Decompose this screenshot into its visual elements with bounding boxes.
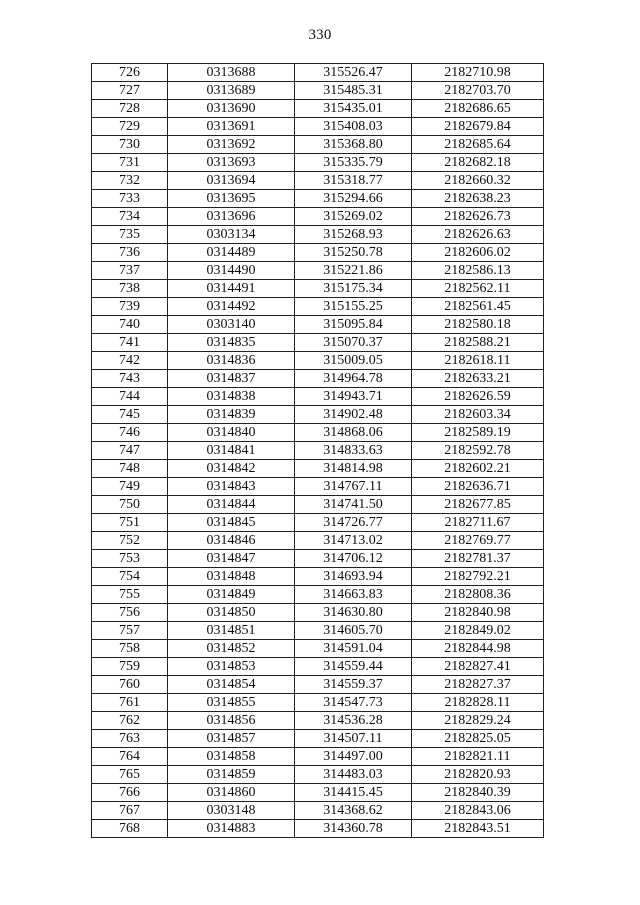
table-row xyxy=(92,424,544,442)
point-id-cell: 0314855 xyxy=(168,694,295,712)
row-number-cell: 730 xyxy=(92,136,168,154)
row-number-cell: 761 xyxy=(92,694,168,712)
x-coordinate-cell: 314726.77 xyxy=(295,514,412,532)
table-row xyxy=(92,190,544,208)
y-coordinate-cell: 2182711.67 xyxy=(412,514,544,532)
point-id-cell: 0314851 xyxy=(168,622,295,640)
y-coordinate-cell: 2182685.64 xyxy=(412,136,544,154)
y-coordinate-cell: 2182626.73 xyxy=(412,208,544,226)
point-id-cell: 0314850 xyxy=(168,604,295,622)
row-number-cell: 741 xyxy=(92,334,168,352)
point-id-cell: 0314853 xyxy=(168,658,295,676)
point-id-cell: 0314846 xyxy=(168,532,295,550)
y-coordinate-cell: 2182792.21 xyxy=(412,568,544,586)
point-id-cell: 0313696 xyxy=(168,208,295,226)
y-coordinate-cell: 2182589.19 xyxy=(412,424,544,442)
y-coordinate-cell: 2182781.37 xyxy=(412,550,544,568)
y-coordinate-cell: 2182677.85 xyxy=(412,496,544,514)
x-coordinate-cell: 315269.02 xyxy=(295,208,412,226)
table-row xyxy=(92,118,544,136)
row-number-cell: 752 xyxy=(92,532,168,550)
table-row xyxy=(92,640,544,658)
point-id-cell: 0313692 xyxy=(168,136,295,154)
row-number-cell: 739 xyxy=(92,298,168,316)
x-coordinate-cell: 314713.02 xyxy=(295,532,412,550)
y-coordinate-cell: 2182686.65 xyxy=(412,100,544,118)
x-coordinate-cell: 314663.83 xyxy=(295,586,412,604)
point-id-cell: 0314849 xyxy=(168,586,295,604)
y-coordinate-cell: 2182626.63 xyxy=(412,226,544,244)
coordinates-table xyxy=(91,63,544,838)
point-id-cell: 0314858 xyxy=(168,748,295,766)
row-number-cell: 740 xyxy=(92,316,168,334)
row-number-cell: 747 xyxy=(92,442,168,460)
x-coordinate-cell: 315368.80 xyxy=(295,136,412,154)
table-row xyxy=(92,694,544,712)
row-number-cell: 748 xyxy=(92,460,168,478)
table-row xyxy=(92,208,544,226)
y-coordinate-cell: 2182626.59 xyxy=(412,388,544,406)
x-coordinate-cell: 315268.93 xyxy=(295,226,412,244)
x-coordinate-cell: 315155.25 xyxy=(295,298,412,316)
row-number-cell: 729 xyxy=(92,118,168,136)
table-row xyxy=(92,298,544,316)
x-coordinate-cell: 314547.73 xyxy=(295,694,412,712)
x-coordinate-cell: 315526.47 xyxy=(295,64,412,82)
x-coordinate-cell: 314360.78 xyxy=(295,820,412,838)
x-coordinate-cell: 315485.31 xyxy=(295,82,412,100)
y-coordinate-cell: 2182638.23 xyxy=(412,190,544,208)
x-coordinate-cell: 315095.84 xyxy=(295,316,412,334)
row-number-cell: 732 xyxy=(92,172,168,190)
y-coordinate-cell: 2182580.18 xyxy=(412,316,544,334)
x-coordinate-cell: 314605.70 xyxy=(295,622,412,640)
row-number-cell: 736 xyxy=(92,244,168,262)
point-id-cell: 0314845 xyxy=(168,514,295,532)
table-row xyxy=(92,748,544,766)
y-coordinate-cell: 2182825.05 xyxy=(412,730,544,748)
row-number-cell: 745 xyxy=(92,406,168,424)
y-coordinate-cell: 2182840.98 xyxy=(412,604,544,622)
y-coordinate-cell: 2182844.98 xyxy=(412,640,544,658)
y-coordinate-cell: 2182660.32 xyxy=(412,172,544,190)
x-coordinate-cell: 314706.12 xyxy=(295,550,412,568)
point-id-cell: 0314860 xyxy=(168,784,295,802)
y-coordinate-cell: 2182821.11 xyxy=(412,748,544,766)
y-coordinate-cell: 2182828.11 xyxy=(412,694,544,712)
row-number-cell: 760 xyxy=(92,676,168,694)
table-row xyxy=(92,154,544,172)
point-id-cell: 0313693 xyxy=(168,154,295,172)
x-coordinate-cell: 314559.44 xyxy=(295,658,412,676)
table-row xyxy=(92,478,544,496)
table-row xyxy=(92,820,544,838)
table-row xyxy=(92,370,544,388)
table-row xyxy=(92,226,544,244)
row-number-cell: 744 xyxy=(92,388,168,406)
x-coordinate-cell: 315408.03 xyxy=(295,118,412,136)
y-coordinate-cell: 2182843.06 xyxy=(412,802,544,820)
x-coordinate-cell: 315250.78 xyxy=(295,244,412,262)
row-number-cell: 767 xyxy=(92,802,168,820)
y-coordinate-cell: 2182602.21 xyxy=(412,460,544,478)
point-id-cell: 0314837 xyxy=(168,370,295,388)
row-number-cell: 728 xyxy=(92,100,168,118)
y-coordinate-cell: 2182703.70 xyxy=(412,82,544,100)
row-number-cell: 737 xyxy=(92,262,168,280)
y-coordinate-cell: 2182829.24 xyxy=(412,712,544,730)
table-row xyxy=(92,532,544,550)
x-coordinate-cell: 315221.86 xyxy=(295,262,412,280)
point-id-cell: 0303148 xyxy=(168,802,295,820)
table-row xyxy=(92,136,544,154)
row-number-cell: 753 xyxy=(92,550,168,568)
x-coordinate-cell: 314964.78 xyxy=(295,370,412,388)
y-coordinate-cell: 2182636.71 xyxy=(412,478,544,496)
table-row xyxy=(92,802,544,820)
point-id-cell: 0314859 xyxy=(168,766,295,784)
table-row xyxy=(92,172,544,190)
point-id-cell: 0313695 xyxy=(168,190,295,208)
row-number-cell: 756 xyxy=(92,604,168,622)
y-coordinate-cell: 2182633.21 xyxy=(412,370,544,388)
point-id-cell: 0314857 xyxy=(168,730,295,748)
table-row xyxy=(92,352,544,370)
y-coordinate-cell: 2182618.11 xyxy=(412,352,544,370)
x-coordinate-cell: 314559.37 xyxy=(295,676,412,694)
table-row xyxy=(92,658,544,676)
row-number-cell: 765 xyxy=(92,766,168,784)
row-number-cell: 750 xyxy=(92,496,168,514)
point-id-cell: 0313694 xyxy=(168,172,295,190)
table-row xyxy=(92,334,544,352)
row-number-cell: 755 xyxy=(92,586,168,604)
row-number-cell: 768 xyxy=(92,820,168,838)
table-row xyxy=(92,262,544,280)
table-row xyxy=(92,568,544,586)
point-id-cell: 0314841 xyxy=(168,442,295,460)
y-coordinate-cell: 2182562.11 xyxy=(412,280,544,298)
row-number-cell: 757 xyxy=(92,622,168,640)
point-id-cell: 0314847 xyxy=(168,550,295,568)
table-row xyxy=(92,784,544,802)
y-coordinate-cell: 2182843.51 xyxy=(412,820,544,838)
x-coordinate-cell: 315070.37 xyxy=(295,334,412,352)
table-row xyxy=(92,82,544,100)
x-coordinate-cell: 314536.28 xyxy=(295,712,412,730)
point-id-cell: 0313689 xyxy=(168,82,295,100)
row-number-cell: 742 xyxy=(92,352,168,370)
y-coordinate-cell: 2182840.39 xyxy=(412,784,544,802)
point-id-cell: 0314848 xyxy=(168,568,295,586)
table-row xyxy=(92,100,544,118)
point-id-cell: 0303140 xyxy=(168,316,295,334)
row-number-cell: 749 xyxy=(92,478,168,496)
row-number-cell: 758 xyxy=(92,640,168,658)
x-coordinate-cell: 315294.66 xyxy=(295,190,412,208)
y-coordinate-cell: 2182827.41 xyxy=(412,658,544,676)
page-number: 330 xyxy=(308,27,332,43)
row-number-cell: 766 xyxy=(92,784,168,802)
point-id-cell: 0314838 xyxy=(168,388,295,406)
table-row xyxy=(92,586,544,604)
table-row xyxy=(92,280,544,298)
table-row xyxy=(92,766,544,784)
table-row xyxy=(92,496,544,514)
table-row xyxy=(92,244,544,262)
point-id-cell: 0314883 xyxy=(168,820,295,838)
x-coordinate-cell: 314943.71 xyxy=(295,388,412,406)
point-id-cell: 0313688 xyxy=(168,64,295,82)
point-id-cell: 0314490 xyxy=(168,262,295,280)
table-row xyxy=(92,388,544,406)
row-number-cell: 734 xyxy=(92,208,168,226)
y-coordinate-cell: 2182849.02 xyxy=(412,622,544,640)
x-coordinate-cell: 314630.80 xyxy=(295,604,412,622)
point-id-cell: 0313690 xyxy=(168,100,295,118)
y-coordinate-cell: 2182592.78 xyxy=(412,442,544,460)
point-id-cell: 0314492 xyxy=(168,298,295,316)
point-id-cell: 0314840 xyxy=(168,424,295,442)
point-id-cell: 0314835 xyxy=(168,334,295,352)
row-number-cell: 751 xyxy=(92,514,168,532)
y-coordinate-cell: 2182606.02 xyxy=(412,244,544,262)
row-number-cell: 727 xyxy=(92,82,168,100)
point-id-cell: 0314491 xyxy=(168,280,295,298)
x-coordinate-cell: 314741.50 xyxy=(295,496,412,514)
x-coordinate-cell: 315335.79 xyxy=(295,154,412,172)
x-coordinate-cell: 315318.77 xyxy=(295,172,412,190)
table-row xyxy=(92,64,544,82)
point-id-cell: 0314842 xyxy=(168,460,295,478)
y-coordinate-cell: 2182679.84 xyxy=(412,118,544,136)
row-number-cell: 763 xyxy=(92,730,168,748)
row-number-cell: 735 xyxy=(92,226,168,244)
x-coordinate-cell: 314693.94 xyxy=(295,568,412,586)
row-number-cell: 733 xyxy=(92,190,168,208)
y-coordinate-cell: 2182820.93 xyxy=(412,766,544,784)
row-number-cell: 746 xyxy=(92,424,168,442)
row-number-cell: 762 xyxy=(92,712,168,730)
table-row xyxy=(92,676,544,694)
table-row xyxy=(92,442,544,460)
y-coordinate-cell: 2182561.45 xyxy=(412,298,544,316)
x-coordinate-cell: 314591.04 xyxy=(295,640,412,658)
y-coordinate-cell: 2182827.37 xyxy=(412,676,544,694)
point-id-cell: 0314852 xyxy=(168,640,295,658)
table-row xyxy=(92,316,544,334)
row-number-cell: 754 xyxy=(92,568,168,586)
y-coordinate-cell: 2182682.18 xyxy=(412,154,544,172)
point-id-cell: 0314836 xyxy=(168,352,295,370)
table-row xyxy=(92,406,544,424)
table-row xyxy=(92,514,544,532)
coordinates-table-body xyxy=(92,64,544,838)
y-coordinate-cell: 2182710.98 xyxy=(412,64,544,82)
x-coordinate-cell: 314868.06 xyxy=(295,424,412,442)
x-coordinate-cell: 314902.48 xyxy=(295,406,412,424)
row-number-cell: 743 xyxy=(92,370,168,388)
y-coordinate-cell: 2182769.77 xyxy=(412,532,544,550)
x-coordinate-cell: 314415.45 xyxy=(295,784,412,802)
point-id-cell: 0314844 xyxy=(168,496,295,514)
x-coordinate-cell: 314368.62 xyxy=(295,802,412,820)
y-coordinate-cell: 2182586.13 xyxy=(412,262,544,280)
x-coordinate-cell: 314497.00 xyxy=(295,748,412,766)
point-id-cell: 0314854 xyxy=(168,676,295,694)
table-row xyxy=(92,730,544,748)
row-number-cell: 738 xyxy=(92,280,168,298)
row-number-cell: 726 xyxy=(92,64,168,82)
point-id-cell: 0314839 xyxy=(168,406,295,424)
point-id-cell: 0314856 xyxy=(168,712,295,730)
table-row xyxy=(92,460,544,478)
y-coordinate-cell: 2182808.36 xyxy=(412,586,544,604)
y-coordinate-cell: 2182588.21 xyxy=(412,334,544,352)
x-coordinate-cell: 315009.05 xyxy=(295,352,412,370)
x-coordinate-cell: 315175.34 xyxy=(295,280,412,298)
point-id-cell: 0313691 xyxy=(168,118,295,136)
y-coordinate-cell: 2182603.34 xyxy=(412,406,544,424)
x-coordinate-cell: 314767.11 xyxy=(295,478,412,496)
row-number-cell: 759 xyxy=(92,658,168,676)
row-number-cell: 764 xyxy=(92,748,168,766)
x-coordinate-cell: 314814.98 xyxy=(295,460,412,478)
x-coordinate-cell: 315435.01 xyxy=(295,100,412,118)
table-row xyxy=(92,622,544,640)
x-coordinate-cell: 314507.11 xyxy=(295,730,412,748)
table-row xyxy=(92,550,544,568)
table-row xyxy=(92,604,544,622)
point-id-cell: 0303134 xyxy=(168,226,295,244)
table-row xyxy=(92,712,544,730)
x-coordinate-cell: 314483.03 xyxy=(295,766,412,784)
point-id-cell: 0314489 xyxy=(168,244,295,262)
point-id-cell: 0314843 xyxy=(168,478,295,496)
x-coordinate-cell: 314833.63 xyxy=(295,442,412,460)
row-number-cell: 731 xyxy=(92,154,168,172)
